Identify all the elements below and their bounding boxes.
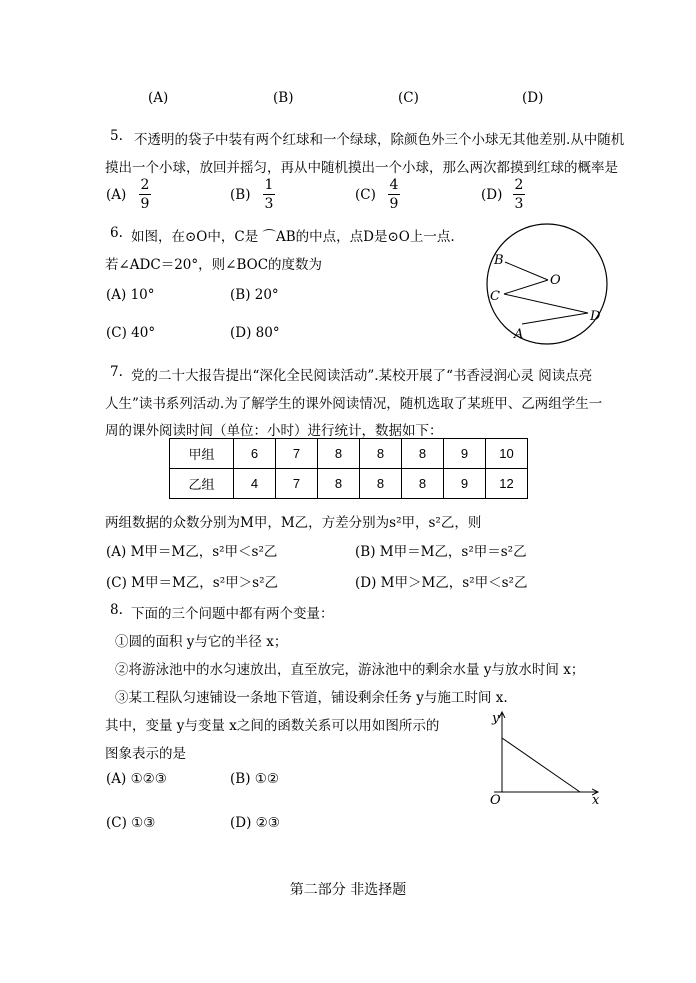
question-number: 7. — [110, 364, 123, 380]
question-text-line: 两组数据的众数分别为M甲，M乙，方差分别为s²甲，s²乙，则 — [105, 515, 482, 531]
question-text-line: 其中，变量 y与变量 x之间的函数关系可以用如图所示的 — [105, 718, 440, 734]
option-a: (A) M甲＝M乙，s²甲＜s²乙 — [106, 544, 278, 560]
table-cell: 乙组 — [170, 469, 234, 499]
question-item: ①圆的面积 y与它的半径 x； — [115, 634, 288, 650]
top-option-d: (D) — [522, 90, 544, 106]
denominator: 9 — [140, 196, 150, 212]
table-cell: 8 — [360, 439, 402, 469]
reading-time-table — [169, 438, 528, 499]
axis-label-x: x — [592, 793, 600, 808]
table-row — [170, 439, 528, 469]
segment-bo — [505, 262, 548, 280]
table-cell: 8 — [360, 469, 402, 499]
top-option-b: (B) — [273, 90, 294, 106]
label-c: C — [490, 289, 500, 304]
label-o: O — [550, 273, 561, 288]
denominator: 3 — [514, 196, 524, 212]
question-text-line: 下面的三个问题中都有两个变量： — [131, 606, 334, 622]
option-c: (C) ①③ — [106, 815, 156, 831]
segment-cd — [504, 294, 588, 313]
table-cell: 9 — [444, 439, 486, 469]
table-cell: 12 — [486, 469, 528, 499]
question-text-line: 图象表示的是 — [105, 746, 186, 762]
label-a: A — [514, 327, 524, 342]
table-cell: 8 — [318, 439, 360, 469]
origin-label: O — [490, 793, 501, 808]
segment-oc — [504, 280, 548, 294]
numerator: 2 — [514, 177, 524, 193]
table-cell: 4 — [234, 469, 276, 499]
question-text-line: 如图，在⊙O中，C是 ⌒AB的中点，点D是⊙O上一点. — [131, 229, 455, 245]
option-label: (C) — [355, 187, 376, 203]
option-b: (B) M甲＝M乙，s²甲＝s²乙 — [355, 544, 527, 560]
option-b: (B) 20° — [230, 287, 279, 303]
fraction — [388, 177, 400, 212]
question-text-line: 摸出一个小球，放回并摇匀，再从中随机摸出一个小球，那么两次都摸到红球的概率是 — [105, 160, 618, 176]
segment-ad — [522, 313, 588, 324]
table-cell: 8 — [402, 469, 444, 499]
question-text-line: 若∠ADC＝20°，则∠BOC的度数为 — [105, 257, 323, 273]
numerator: 1 — [264, 177, 274, 193]
section-title: 第二部分 非选择题 — [289, 882, 407, 898]
table-cell: 7 — [276, 439, 318, 469]
option-d: (D) 80° — [230, 325, 280, 341]
option-label: (D) — [481, 187, 503, 203]
table-cell: 9 — [444, 469, 486, 499]
numerator: 4 — [389, 177, 399, 193]
option-a: (A) ①②③ — [106, 771, 167, 787]
label-d: D — [590, 309, 601, 324]
question-item: ②将游泳池中的水匀速放出，直至放完，游泳池中的剩余水量 y与放水时间 x； — [115, 662, 585, 678]
option-label: (B) — [230, 187, 251, 203]
option-a: (A) 10° — [106, 287, 155, 303]
option-label: (A) — [106, 187, 127, 203]
option-c: (C) M甲＝M乙，s²甲＞s²乙 — [106, 575, 278, 591]
table-cell: 8 — [318, 469, 360, 499]
question-text-line: 党的二十大报告提出“深化全民阅读活动”.某校开展了“书香浸润心灵 阅读点亮 — [131, 368, 593, 384]
option-b: (B) ①② — [230, 771, 279, 787]
label-b: B — [494, 253, 504, 268]
option-d: (D) M甲＞M乙，s²甲＜s²乙 — [355, 575, 528, 591]
table-row — [170, 469, 528, 499]
option-c: (C) 40° — [106, 325, 156, 341]
question-number: 6. — [110, 225, 123, 241]
denominator: 3 — [264, 196, 274, 212]
denominator: 9 — [389, 196, 399, 212]
fraction — [263, 177, 275, 212]
function-line — [502, 738, 580, 792]
question-text-line: 周的课外阅读时间（单位：小时）进行统计，数据如下： — [105, 423, 443, 439]
question-number: 8. — [110, 602, 123, 618]
table-cell: 10 — [486, 439, 528, 469]
question-text-line: 人生”读书系列活动.为了解学生的课外阅读情况，随机选取了某班甲、乙两组学生一 — [105, 396, 603, 412]
fraction — [139, 177, 151, 212]
top-option-a: (A) — [148, 90, 169, 106]
question-item: ③某工程队匀速铺设一条地下管道，铺设剩余任务 y与施工时间 x. — [115, 690, 508, 706]
function-graph — [480, 706, 610, 810]
circle-o — [487, 224, 607, 344]
table-cell: 6 — [234, 439, 276, 469]
table-cell: 7 — [276, 469, 318, 499]
fraction — [513, 177, 525, 212]
numerator: 2 — [140, 177, 150, 193]
question-number: 5. — [110, 128, 123, 144]
table-cell: 8 — [402, 439, 444, 469]
axis-label-y: y — [492, 711, 500, 726]
top-option-c: (C) — [398, 90, 419, 106]
table-cell: 甲组 — [170, 439, 234, 469]
circle-figure — [480, 220, 620, 350]
question-text-line: 不透明的袋子中装有两个红球和一个绿球，除颜色外三个小球无其他差别.从中随机 — [134, 132, 625, 148]
option-d: (D) ②③ — [230, 815, 280, 831]
